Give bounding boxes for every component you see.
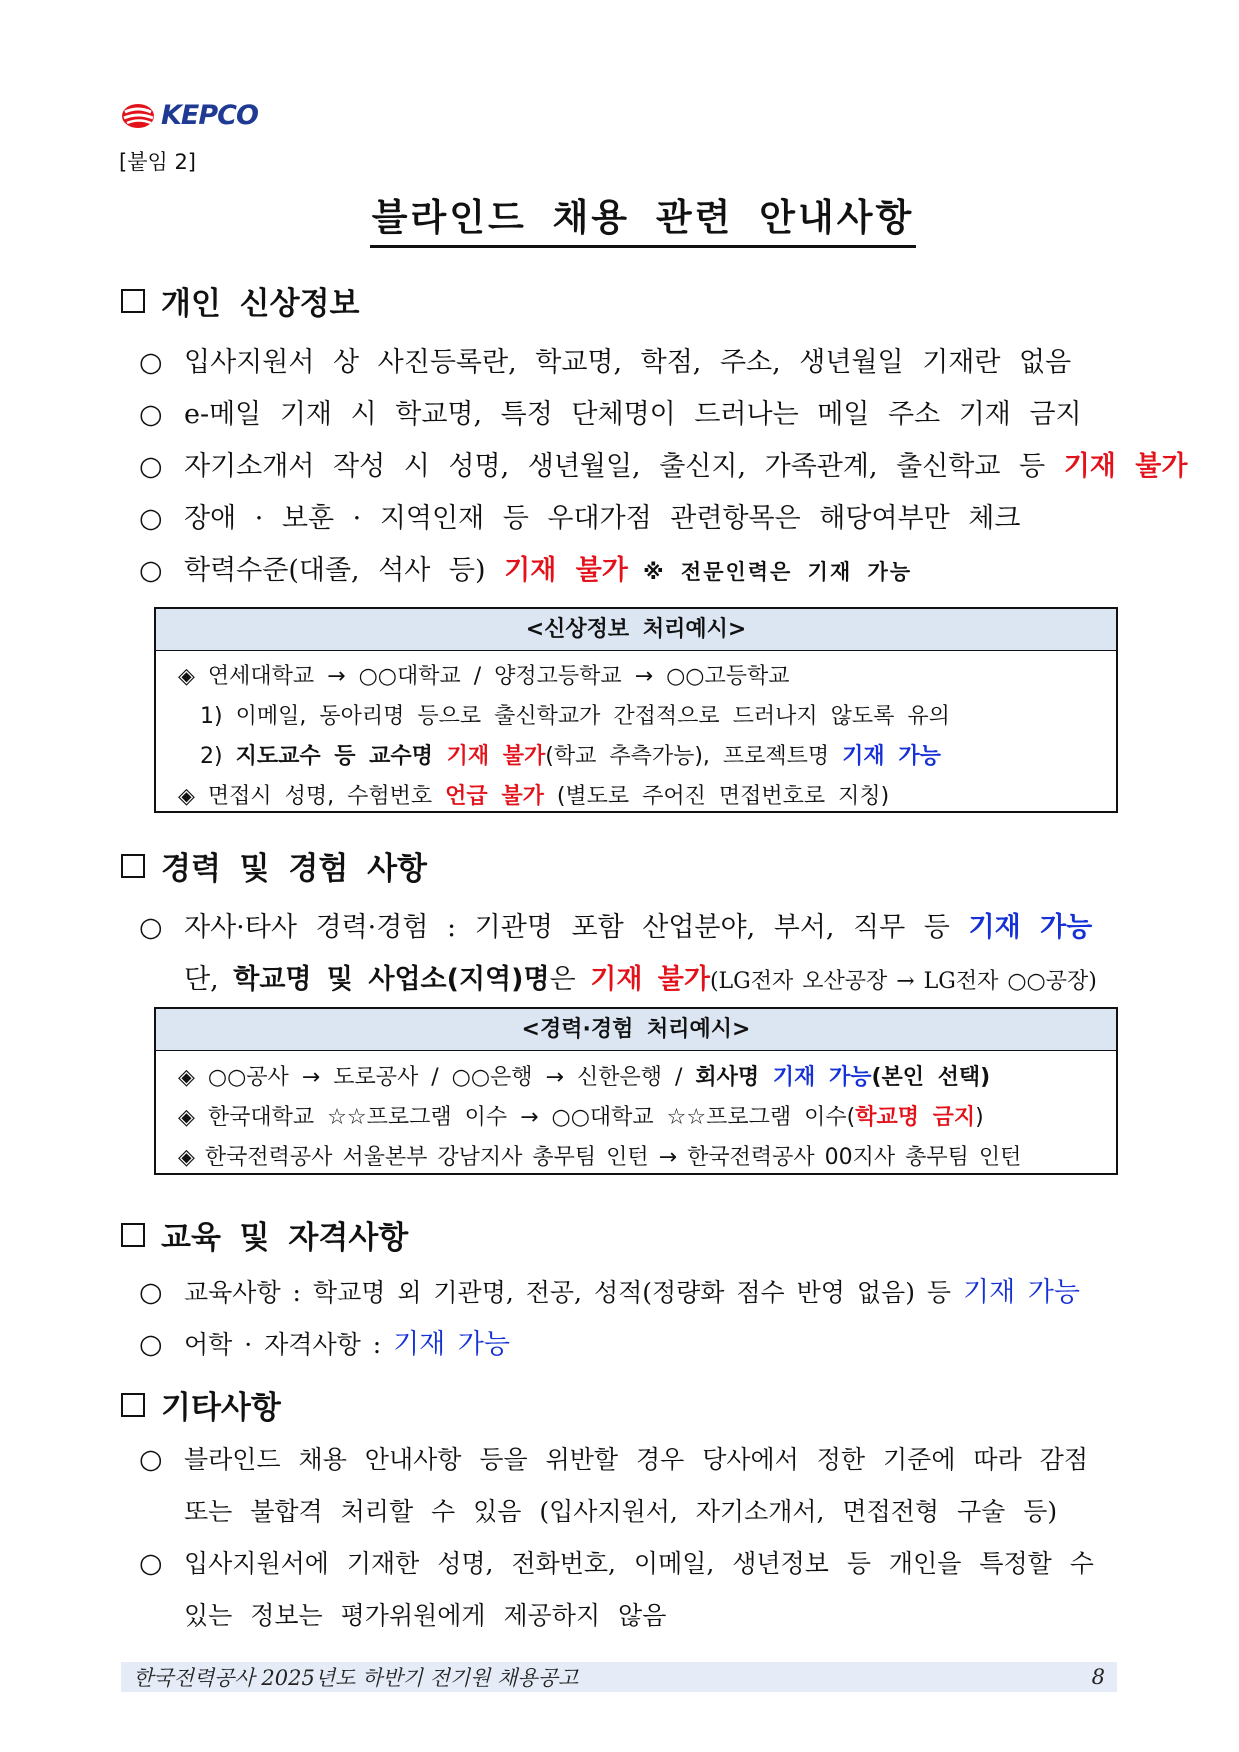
- page-title: 블라인드 채용 관련 안내사항: [370, 187, 916, 248]
- item-text: 입사지원서 상 사진등록란, 학교명, 학점, 주소, 생년월일 기재란 없음: [184, 347, 1072, 378]
- box-row: [178, 1060, 990, 1091]
- page-footer: [121, 1662, 1117, 1692]
- allowed-text: 기재 가능: [393, 1329, 510, 1360]
- attachment-label: [붙임 2]: [119, 150, 196, 174]
- allowed-text: 기재 가능: [842, 744, 941, 769]
- box-row: [178, 1100, 984, 1131]
- item-text: 블라인드 채용 안내사항 등을 위반할 경우 당사에서 정한 기준에 따라 감점: [184, 1445, 1088, 1474]
- circle-bullet-icon: ○: [139, 912, 163, 943]
- box-title: <경력·경험 처리예시>: [156, 1009, 1116, 1051]
- section-personal-heading: [121, 278, 359, 323]
- item-text: 입사지원서에 기재한 성명, 전화번호, 이메일, 생년정보 등 개인을 특정할 수: [184, 1549, 1094, 1578]
- row-text: ): [975, 1105, 984, 1130]
- example-box-personal: [154, 607, 1118, 813]
- circle-bullet-icon: ○: [139, 1329, 163, 1360]
- list-item: [139, 1440, 1088, 1476]
- kepco-logo-icon: [121, 103, 159, 129]
- row-bold: 지도교수 등 교수명: [235, 744, 447, 769]
- item-text: 교육사항 : 학교명 외 기관명, 전공, 성적(정량화 점수 반영 없음) 등: [184, 1278, 963, 1307]
- circle-bullet-icon: ○: [139, 347, 163, 378]
- circle-bullet-icon: ○: [139, 503, 163, 534]
- list-item-continuation: [184, 957, 1097, 996]
- item-text: 은: [549, 964, 591, 995]
- section-title: 기타사항: [161, 1390, 281, 1426]
- list-item: [139, 1544, 1094, 1580]
- allowed-text: 기재 가능: [963, 1277, 1080, 1308]
- checkbox-square-icon: [121, 854, 145, 878]
- warning-text: 기재 불가: [446, 744, 546, 769]
- circle-bullet-icon: ○: [139, 1444, 163, 1475]
- item-text: 단,: [184, 964, 234, 995]
- box-row: [178, 779, 889, 810]
- item-text: 어학 · 자격사항 :: [184, 1330, 394, 1359]
- list-item: [139, 1322, 510, 1361]
- box-row: 1) 이메일, 동아리명 등으로 출신학교가 간접적으로 드러나지 않도록 유의: [200, 704, 950, 729]
- list-item: [139, 496, 1020, 535]
- box-title: <신상정보 처리예시>: [156, 609, 1116, 651]
- row-prefix: 2): [200, 744, 236, 769]
- list-item: [139, 392, 1082, 431]
- section-education-heading: [121, 1212, 408, 1257]
- page-number: 8: [1091, 1665, 1105, 1689]
- circle-bullet-icon: ○: [139, 555, 163, 586]
- list-item: [139, 444, 1187, 483]
- row-prefix: ◈ 한국대학교 ☆☆프로그램 이수 → ○○대학교 ☆☆프로그램 이수(: [178, 1105, 856, 1130]
- item-text: 학력수준(대졸, 석사 등): [184, 555, 505, 586]
- circle-bullet-icon: ○: [139, 1277, 163, 1308]
- checkbox-square-icon: [121, 289, 145, 313]
- list-item: [139, 340, 1071, 379]
- checkbox-square-icon: [121, 1223, 145, 1247]
- item-text: e-메일 기재 시 학교명, 특정 단체명이 드러나는 메일 주소 기재 금지: [184, 399, 1082, 430]
- circle-bullet-icon: ○: [139, 399, 163, 430]
- logo-text: KEPCO: [161, 100, 258, 131]
- circle-bullet-icon: ○: [139, 451, 163, 482]
- section-title: 교육 및 자격사항: [161, 1220, 409, 1256]
- footer-text: 한국전력공사 2025년도 하반기 전기원 채용공고: [133, 1666, 579, 1690]
- item-example: (LG전자 오산공장 → LG전자 ○○공장): [709, 969, 1097, 994]
- row-bold: 회사명: [695, 1065, 773, 1090]
- row-text: (학교 추측가능), 프로젝트명: [545, 744, 843, 769]
- section-career-heading: [121, 843, 427, 888]
- list-item-continuation: 또는 불합격 처리할 수 있음 (입사지원서, 자기소개서, 면접전형 구술 등): [184, 1497, 1058, 1526]
- example-box-career: [154, 1007, 1118, 1175]
- list-item: [139, 1270, 1080, 1309]
- warning-text: 기재 불가: [504, 555, 628, 586]
- row-bold: (본인 선택): [871, 1065, 991, 1090]
- warning-text: 언급 불가: [445, 784, 544, 809]
- kepco-logo: [121, 100, 258, 131]
- note-text: ※ 전문인력은 기재 가능: [627, 560, 913, 584]
- list-item-continuation: 있는 정보는 평가위원에게 제공하지 않음: [184, 1601, 667, 1630]
- section-etc-heading: [121, 1382, 281, 1427]
- list-item: [139, 905, 1092, 944]
- allowed-text: 기재 가능: [968, 912, 1093, 943]
- box-row: ◈ 한국전력공사 서울본부 강남지사 총무팀 인턴 → 한국전력공사 00지사 총무팀 인턴: [178, 1145, 1022, 1170]
- warning-text: 기재 불가: [590, 964, 710, 995]
- section-title: 개인 신상정보: [161, 286, 360, 322]
- allowed-text: 기재 가능: [772, 1065, 872, 1090]
- list-item: [139, 548, 912, 587]
- item-text: 장애 · 보훈 · 지역인재 등 우대가점 관련항목은 해당여부만 체크: [184, 503, 1021, 534]
- box-row: [200, 739, 941, 770]
- item-bold: 학교명 및 사업소(지역)명: [233, 964, 550, 995]
- warning-text: 학교명 금지: [855, 1105, 976, 1130]
- row-text: (별도로 주어진 면접번호로 지칭): [543, 784, 890, 809]
- item-text: 자사·타사 경력·경험 : 기관명 포함 산업분야, 부서, 직무 등: [184, 912, 969, 943]
- circle-bullet-icon: ○: [139, 1548, 163, 1579]
- warning-text: 기재 불가: [1063, 451, 1188, 482]
- row-prefix: ◈ 면접시 성명, 수험번호: [178, 784, 446, 809]
- box-row: ◈ 연세대학교 → ○○대학교 / 양정고등학교 → ○○고등학교: [178, 664, 790, 689]
- row-prefix: ◈ ○○공사 → 도로공사 / ○○은행 → 신한은행 /: [178, 1065, 696, 1090]
- section-title: 경력 및 경험 사항: [161, 851, 427, 887]
- checkbox-square-icon: [121, 1393, 145, 1417]
- item-text: 자기소개서 작성 시 성명, 생년월일, 출신지, 가족관계, 출신학교 등: [184, 451, 1064, 482]
